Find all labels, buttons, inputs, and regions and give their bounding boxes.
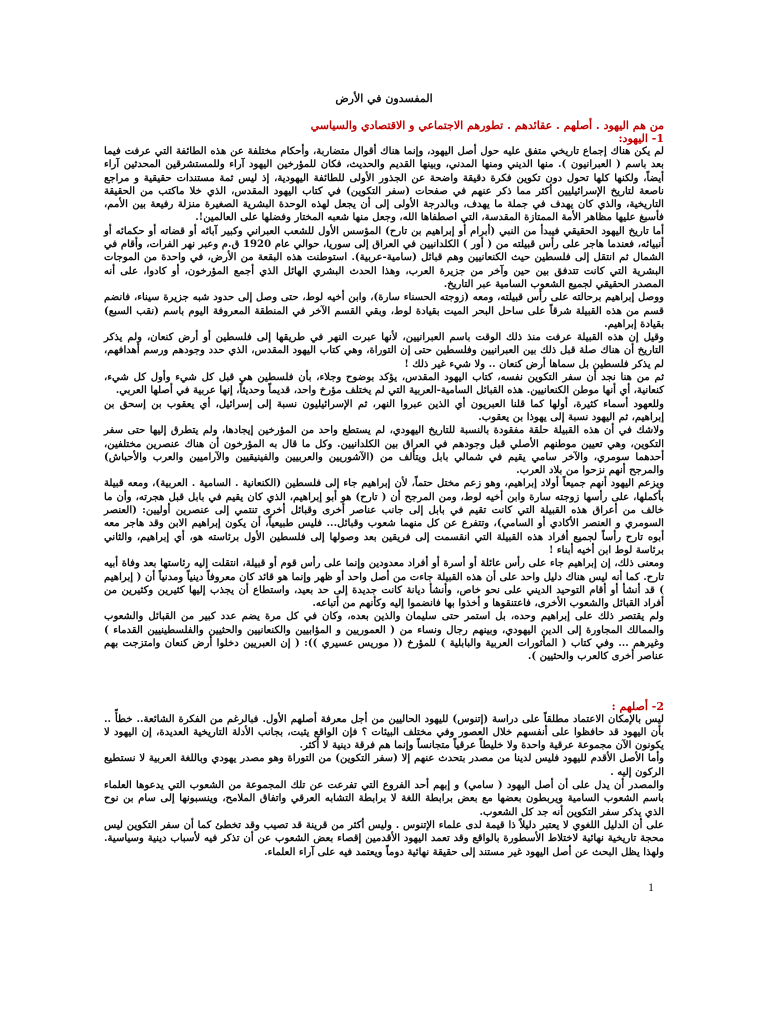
page-number: 1 bbox=[648, 880, 654, 894]
paragraph: ثم من هنا نجد أن سفر التكوين نفسه، كتاب اليهود المقدس، يؤكد بوضوح وجلاء، بأن فلسطين هي قبل كل شيء وأول كل شيء، كنعانية، أي أنها موطن الكنعانيين. هذه القبائل السامية-العربية التي لم يختلف مؤرخ واحد، قديماً وحديثاً، إنها عربية في أصلها العربي. bbox=[104, 372, 664, 397]
paragraph: والمصدر أن يدل على أن أصل اليهود ( سامي) و إبهم أحد الفروع التي تفرعت عن تلك المجموعة من الشعوب التي يدعوها العلماء باسم الشعوب السامية ويربطون بعضها مع بعض برابطة اللغة لا برابطة التشابه العرقي واتفاق الملامح، وينسبونها إلى سام بن نوح الذي يذكر سفر التكوين أنه جد كل الشعوب. bbox=[104, 780, 664, 818]
document-title: المفسدون في الأرض bbox=[335, 92, 433, 105]
paragraph: ولم يقتصر ذلك على إبراهيم وحده، بل استمر حتى سليمان والذين بعده، وكان في كل مرة يضم عدد كبير من القبائل والشعوب والممالك المجاورة إلى الدين اليهودي، وبينهم رجال ونساء من ( العموريين و المؤابيين والكنعانيين والحثيين والفلسطينيين القدماء ) وغيرهم ... وفي كتاب ( المأثورات العربية والبابلية ) للمؤرخ (( موريس عسيري )): ( إن العبريين دخلوا أرض كنعان وامتزجت بهم عناصر أخرى كالعرب والحثيين ). bbox=[104, 611, 664, 663]
paragraph: وللعهود أسماء كثيرة، أولها كما قلنا العبريون أي الذين عبروا النهر، ثم الإسرائيليون نسبة إلى إسرائيل، أي يعقوب بن إسحق بن إبراهيم، ثم اليهود نسبة إلى يهوذا بن يعقوب. bbox=[104, 398, 664, 423]
section-body-origin bbox=[104, 713, 664, 859]
paragraph: وأما الأصل الأقدم لليهود فليس لدينا من مصدر بتحدث عنهم إلا (سفر التكوين) من التوراة وهو مصدر يهودي وباللغة العربية لا نستطيع الركون إليه . bbox=[104, 753, 664, 778]
paragraph: وقيل إن هذه القبيلة عرفت منذ ذلك الوقت باسم العبرانيين، لأنها عبرت النهر في طريقها إلى فلسطين أو أرض كنعان، ولم يذكر التاريخ أن هناك صلة قبل ذلك بين العبرانيين وفلسطين حتى إن التوراة، وهي كتاب اليهود المقدس، الذي حدد وجودهم ورسم أهدافهم، لم يذكر فلسطين بل سماها أرض كنعان .. ولا شيء غير ذلك ! bbox=[104, 332, 664, 370]
section-body-jews bbox=[104, 145, 664, 664]
paragraph: أما تاريخ اليهود الحقيقي فيبدأ من النبي (أبرام أو إبراهيم بن تارح) المؤسس الأول للشعب العبراني وكبير آبائه أو قضاته أو حكمائه أو أنبيائه، فعندما هاجر على رأس قبيلته من ( أور ) الكلدانيين في العراق إلى سوريا، حوالي عام 1920 ق.م وعبر نهر الفرات، وأقام في الشمال ثم انتقل إلى فلسطين حيث الكنعانيين وهم قبائل (سامية-عربية). استوطنت هذه البقعة من الأرض، في واحدة من الموجات البشرية التي كانت تتدفق بين حين وآخر من جزيرة العرب، وهذا الحدث البشري الهائل الذي أجمع المؤرخون، أو كادوا، على أنه المصدر الحقيقي لجميع الشعوب السامية عبر التاريخ. bbox=[104, 225, 664, 290]
paragraph: ووصل إبراهيم برحالته على رأس قبيلته، ومعه (زوجته الحسناء سارة)، وابن أخيه لوط، حتى وصل إلى حدود شبه جزيرة سيناء، فانضم قسم من هذه القبيلة شرقاً على ساحل البحر الميت بقيادة لوط، وبقي القسم الآخر في المنطقة المعروفة اليوم باسم (نقب السبع) بقيادة إبراهيم. bbox=[104, 292, 664, 330]
paragraph: ويزعم اليهود أنهم جميعاً أولاد إبراهيم، وهو زعم مختل حتماً، لأن إبراهيم جاء إلى فلسطين (الكنعانية . السامية . العربية)، ومعه قبيلة بأكملها، على رأسها زوجته سارة وابن أخيه لوط، ومن المرجح أن ( تارح) هو أبو إبراهيم، الذي كان يقيم في بابل قبل هجرته، وأن ما خالف من أعراق هذه القبيلة التي كانت تقيم في بابل إلى جانب عناصر أخرى وقبائل أخرى تنتمي إلى عنصرين أوليين: (العنصر السومري و العنصر الأكادي أو السامي)، وتتفرع عن كل منهما شعوب وقبائل... فليس طبيعياً، أن يكون إبراهيم الابن وقد هاجر معه أبوه تارح رأساً لجميع أفراد هذه القبيلة التي انقسمت إلى فريقين بعد وصولها إلى فلسطين الأول برئاسته هو، أي إبراهيم، والثاني برئاسة لوط ابن أخيه أبناء ! bbox=[104, 478, 664, 556]
section-spacer bbox=[104, 664, 664, 700]
paragraph: لم يكن هناك إجماع تاريخي متفق عليه حول أصل اليهود، وإنما هناك أقوال متضاربة، وأحكام مختلفة عن هذه الطائفة التي عرفت فيما بعد باسم ( العبرانيون ). منها الديني ومنها المدني، وبينها القديم والحديث، فكان للمؤرخين اليهود آراء وللمستشرقين المحدثين آراء أيضاً، ولكنها كلها تحول دون تكوين فكرة دقيقة واضحة عن الجذور الأولى للطائفة اليهودية، إذ ليس ثمة مستندات حقيقية و مراجع ناصعة لتاريخ الإسرائيليين أكثر مما ذكر عنهم في صفحات (سفر التكوين) في كتاب اليهود المقدس، الذي خلا ماكتب من الحقيقة التاريخية، والذي كان يهدف في جملة ما يهدف، وبالدرجة الأولى إلى أن يجعل لهذه الوحدة البشرية الصغيرة منزلة رفيعة بين الأمم، فأسبغ عليها مظاهر الأمة الممتازة المقدسة، التي اصطفاها الله، وجعل منها شعبه المختار وفضلها على العالمين!. bbox=[104, 146, 664, 224]
paragraph: ومعنى ذلك، إن إبراهيم جاء على رأس عائلة أو أسرة أو أفراد معدودين وإنما على رأس قوم أو قبيلة، انتقلت إليه رئاستها بعد وفاة أبيه تارح. كما أنه ليس هناك دليل واحد على أن هذه القبيلة جاءت من أصل واحد أو ظهر وإنما هو قائد كان معروفاً دينياً ومدنياً أن ( إبراهيم ) قد أنشأ أو أقام التوحيد الديني على نحو خاص، وأنشأ ديانة كانت جديدة إلى حد بعيد، واستطاع أن يجذب إليها كثيرين وكثيرين من أفراد القبائل والشعوب الأخرى، فاعتنقوها و أخذوا بها فانضموا إليه وكأنهم من أتباعه. bbox=[104, 558, 664, 610]
paragraph: ليس بالإمكان الاعتماد مطلقاً على دراسة (إتنوس) لليهود الحاليين من أجل معرفة أصلهم الأول. فبالرغم من الفكرة الشائعة.. خطأً .. بأن اليهود قد حافظوا على أنفسهم خلال العصور وفي مختلف البيئات ؟ فإن الواقع يثبت، بجانب الأدلة التاريخية العديدة، إن اليهود لا يكونون الآن مجموعة عرقية واحدة ولا خليطاً عرقياً متجانساً وإنما هم فرقة دينية لا أكثر. bbox=[104, 713, 664, 752]
paragraph: ولاشك في أن هذه القبيلة حلقة مفقودة بالنسبة للتاريخ اليهودي، لم يستطع واحد من المؤرخين إيجادها، ولم يتطرق إليها حتى سفر التكوين، وهي تعيين موطنهم الأصلي قبل وجودهم في العراق بين الكلدانيين. وكل ما قال به المؤرخون أن هناك عنصرين مختلفين، أحدهما سومري، والآخر سامي يقيم في شمالي بابل ويتألف من (الآشوريين والعربيين والفينيقيين والآراميين والعرب والأحباش) والمرجح أنهم نزحوا من بلاد العرب. bbox=[104, 425, 664, 477]
paragraph: على أن الدليل اللغوي لا يعتبر دليلاً ذا قيمة لدى علماء الإتنوس . وليس أكثر من قرينة قد تصيب وقد تخطئ كما أن سفر التكوين ليس محجة تاريخية نهائية لاختلاط الأسطورة بالواقع وقد تعمد اليهود الأقدمين إقصاء بعض الشعوب عن أن تذكر فيه لأسباب دينية وسياسية. ولهذا يظل البحث عن أصل اليهود غير مستند إلى حقيقة نهائية دوماً ويعتمد فيه على آراء العلماء. bbox=[104, 819, 664, 858]
document-subtitle: من هم اليهود . أصلهم . عقائدهم . تطورهم الاجتماعي و الاقتصادي والسياسي bbox=[310, 119, 664, 132]
section-heading-jews: 1- اليهود: bbox=[618, 132, 664, 145]
section-heading-origin: 2- أصلهم : bbox=[611, 699, 664, 713]
